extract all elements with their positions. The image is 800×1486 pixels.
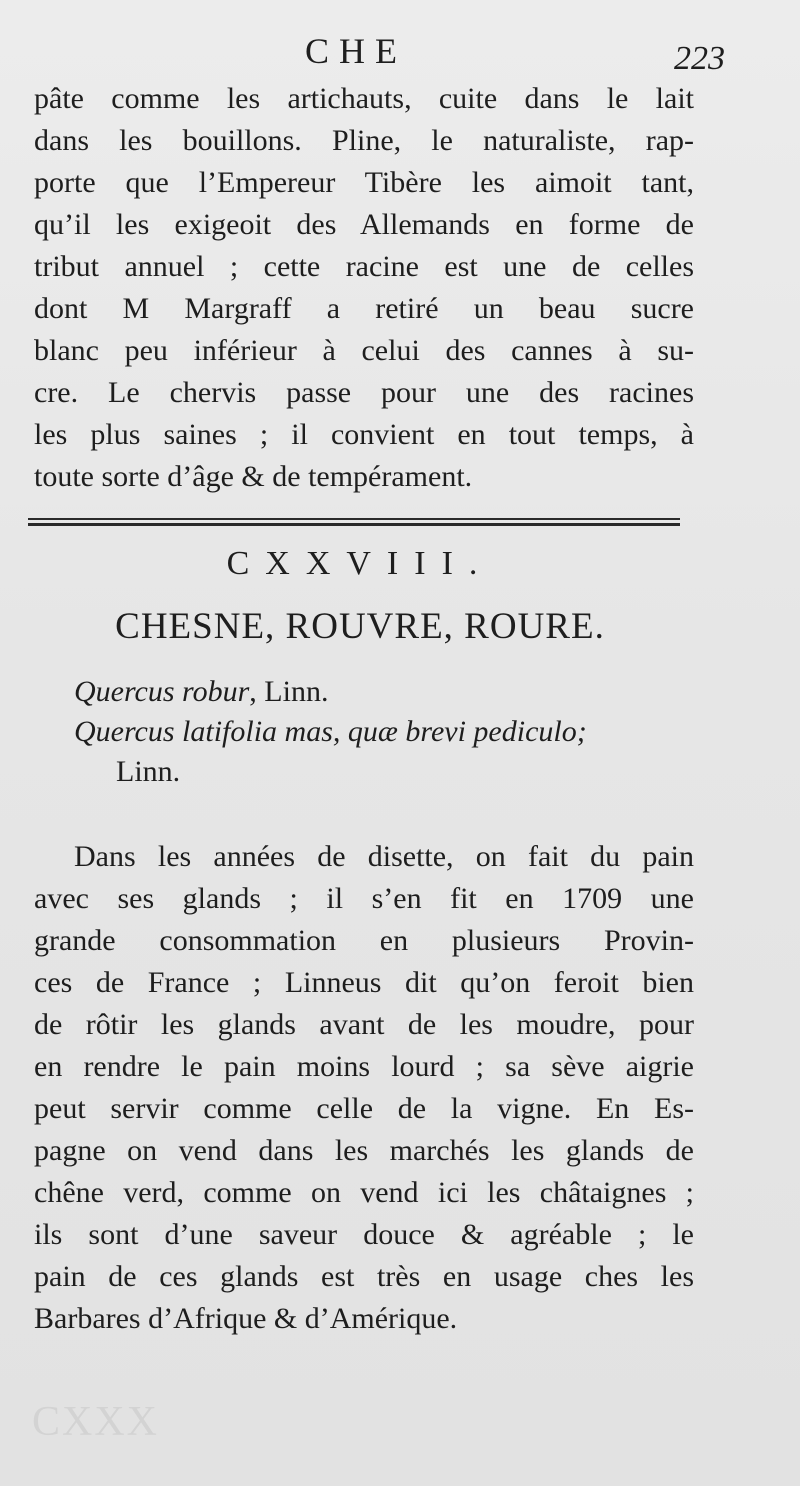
text-line: chêne verd, comme on vend ici les châtaignes ; [34, 1176, 694, 1209]
top-paragraph [34, 78, 694, 498]
synonym-line [74, 672, 724, 712]
synonym-author: , Linn. [249, 675, 329, 708]
text-line: Dans les années de disette, on fait du pain [74, 840, 694, 873]
section-divider [28, 518, 680, 526]
body-paragraph [34, 836, 694, 1340]
synonym-latin: Quercus robur [74, 675, 250, 708]
text-line: pain de ces glands est très en usage ches les [34, 1260, 694, 1293]
text-line: ces de France ; Linneus dit qu’on feroit bien [34, 966, 694, 999]
running-title: CHE [305, 31, 407, 71]
text-line: en rendre le pain moins lourd ; sa sève aigrie [34, 1050, 694, 1083]
synonym-line [74, 752, 724, 792]
text-line: ils sont d’une saveur douce & agréable ; le [34, 1218, 694, 1251]
chapter-title: CHESNE, ROUVRE, ROURE. [115, 606, 605, 647]
text-line: pâte comme les artichauts, cuite dans le lait [34, 82, 694, 115]
text-line: grande consommation en plusieurs Provin- [34, 924, 694, 957]
running-head [0, 30, 800, 80]
text-line: Barbares d’Afrique & d’Amérique. [34, 1302, 458, 1335]
text-line: cre. Le chervis passe pour une des racines [34, 376, 694, 409]
synonym-author: Linn. [116, 755, 181, 788]
text-line: qu’il les exigeoit des Allemands en forme de [34, 208, 694, 241]
synonym-latin: Quercus latifolia mas, quæ brevi pediculo; [74, 715, 587, 748]
chapter-number: CXXVIII. [226, 545, 494, 582]
text-line: blanc peu inférieur à celui des cannes à su- [34, 334, 694, 367]
text-line: pagne on vend dans les marchés les glands de [34, 1134, 694, 1167]
text-line: dont M Margraff a retiré un beau sucre [34, 292, 694, 325]
text-line: tribut annuel ; cette racine est une de celles [34, 250, 694, 283]
text-line: avec ses glands ; il s’en fit en 1709 une [34, 882, 694, 915]
text-line: de rôtir les glands avant de les moudre, pour [34, 1008, 694, 1041]
latin-synonyms [74, 672, 724, 792]
text-line: porte que l’Empereur Tibère les aimoit tant, [34, 166, 694, 199]
text-line: peut servir comme celle de la vigne. En Es- [34, 1092, 694, 1125]
synonym-line [74, 712, 724, 752]
page-number: 223 [674, 40, 725, 77]
text-line: les plus saines ; il convient en tout temps, à [34, 418, 694, 451]
text-line: toute sorte d’âge & de tempérament. [34, 460, 473, 493]
text-line: dans les bouillons. Pline, le naturaliste, rap- [34, 124, 694, 157]
library-stamp: CXXX [32, 1399, 160, 1445]
